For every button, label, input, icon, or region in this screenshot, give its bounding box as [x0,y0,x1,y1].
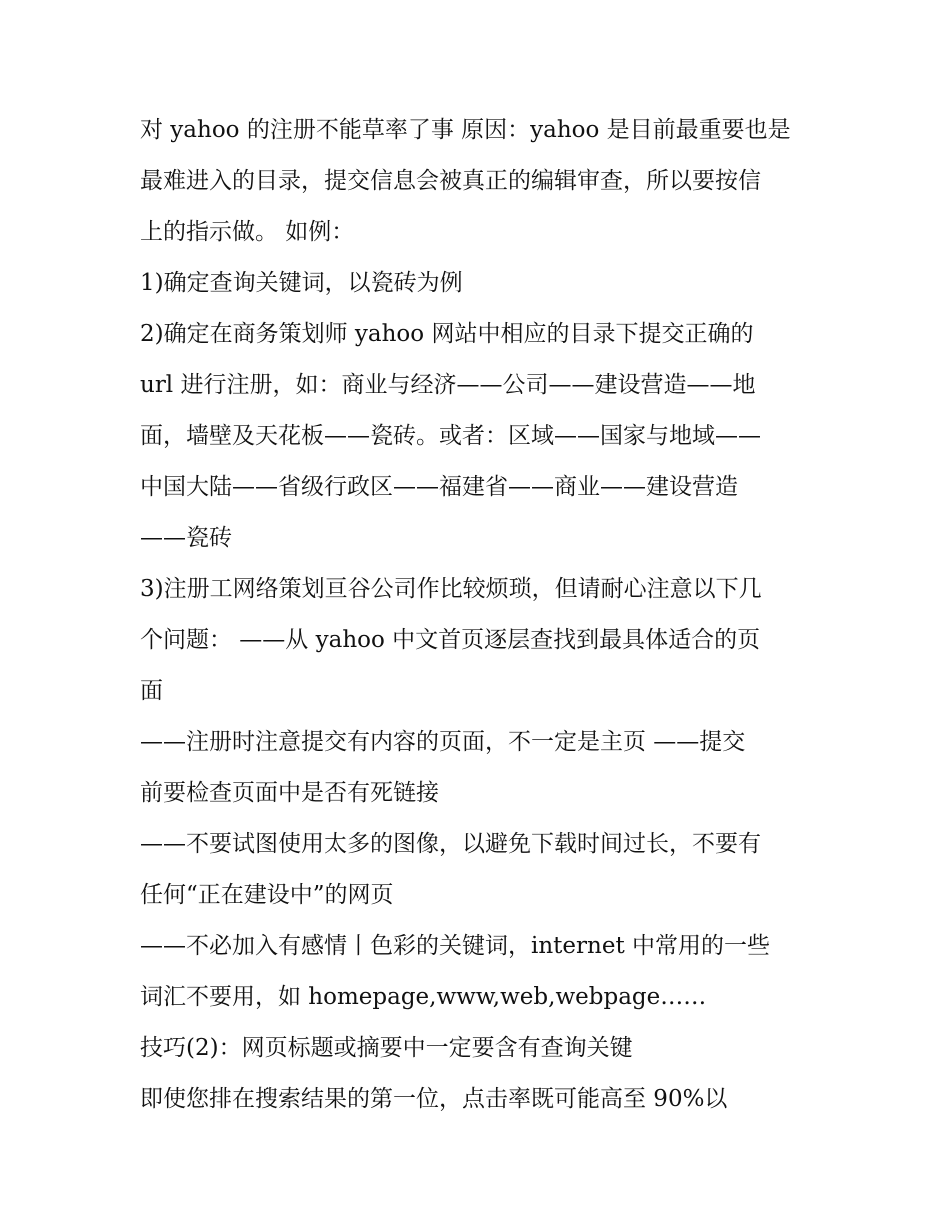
text-line: 1)确定查询关键词，以瓷砖为例 [140,270,463,296]
text-line: ——不必加入有感情丨色彩的关键词，internet 中常用的一些 [140,933,770,959]
document-body [140,105,830,1125]
text-line: 技巧(2)：网页标题或摘要中一定要含有查询关键 [140,1035,633,1061]
text-line: ——瓷砖 [140,525,232,551]
text-line: 个问题： ——从 yahoo 中文首页逐层查找到最具体适合的页 [140,627,761,653]
text-line: 面 [140,678,163,704]
text-line: 中国大陆——省级行政区——福建省——商业——建设营造 [140,474,738,500]
text-line: ——不要试图使用太多的图像，以避免下载时间过长，不要有 [140,831,761,857]
text-line: 任何“正在建设中”的网页 [140,882,394,908]
text-line: 3)注册工网络策划亘谷公司作比较烦琐，但请耐心注意以下几 [140,576,762,602]
text-line: 词汇不要用，如 homepage,www,web,webpage…… [140,984,707,1010]
text-line: 2)确定在商务策划师 yahoo 网站中相应的目录下提交正确的 [140,321,754,347]
text-line: 即使您排在搜索结果的第一位，点击率既可能高至 90%以 [140,1086,728,1112]
text-line: ——注册时注意提交有内容的页面，不一定是主页 ——提交 [140,729,746,755]
text-line: 面，墙壁及天花板——瓷砖。或者：区域——国家与地域—— [140,423,761,449]
text-line: 前要检查页面中是否有死链接 [140,780,439,806]
text-line: 最难进入的目录，提交信息会被真正的编辑审查，所以要按信 [140,168,761,194]
text-line: url 进行注册，如：商业与经济——公司——建设营造——地 [140,372,756,398]
text-line: 上的指示做。 如例： [140,219,355,245]
text-line: 对 yahoo 的注册不能草率了事 原因：yahoo 是目前最重要也是 [140,117,791,143]
